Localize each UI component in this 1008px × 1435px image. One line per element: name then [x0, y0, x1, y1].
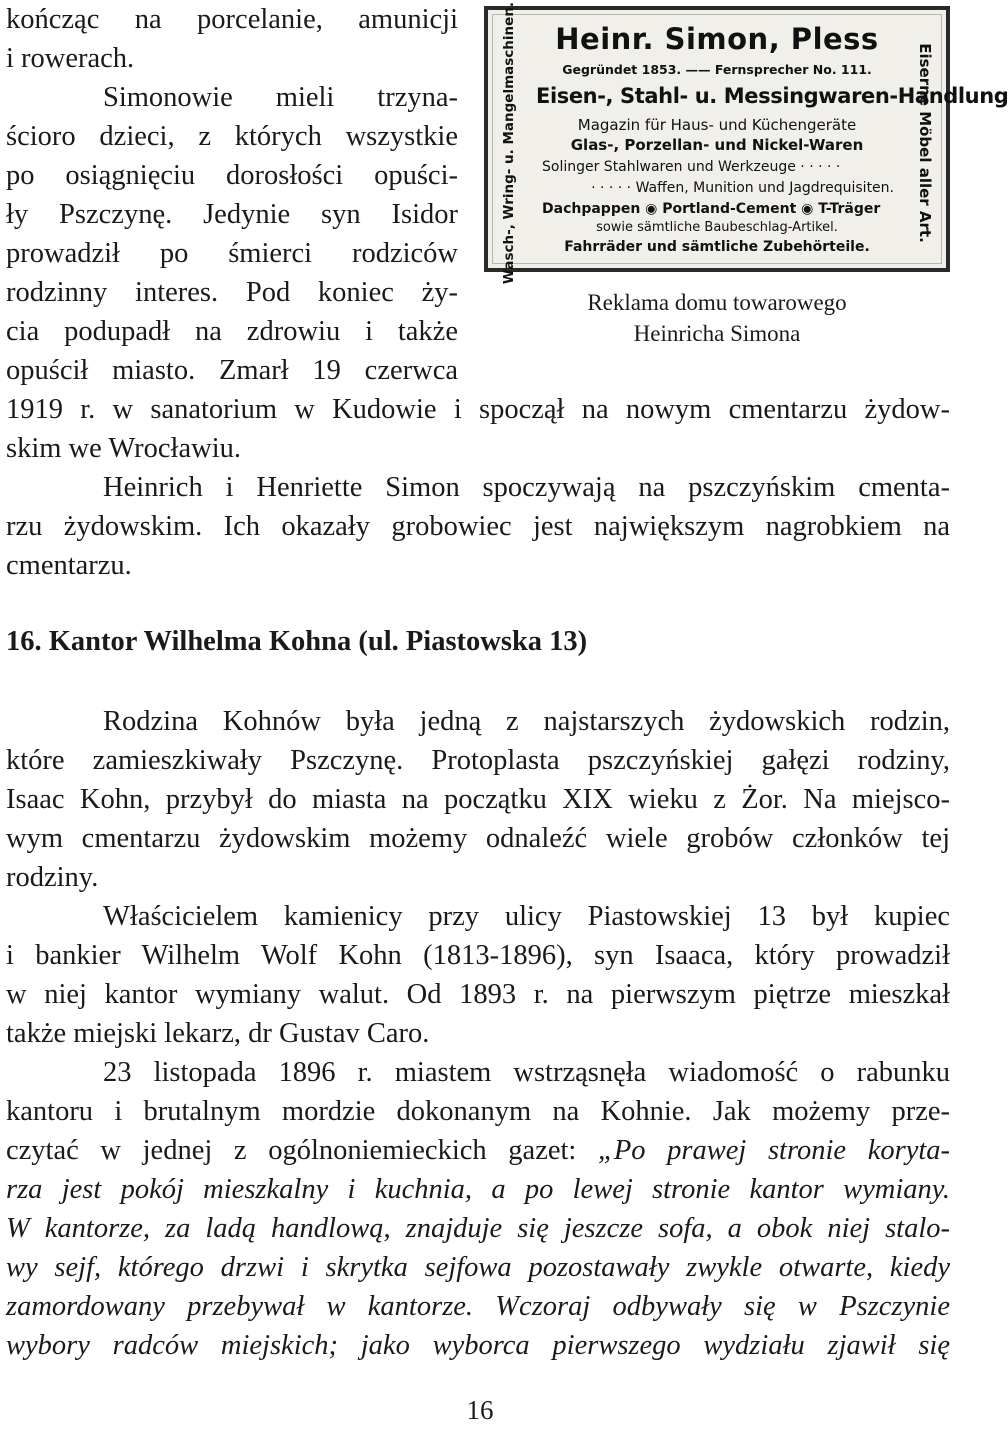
text-line: ły Pszczynę. Jedynie syn Isidor	[6, 199, 458, 230]
quote-line: wy sejf, którego drzwi i skrytka sejfowa pozostawały zwykle otwarte, kiedy	[6, 1252, 950, 1283]
text-line: Właścicielem kamienicy przy ulicy Piastowskiej 13 był kupiec	[103, 901, 950, 932]
text-line: i rowerach.	[6, 43, 135, 74]
text-line: po osiągnięciu dorosłości opuści-	[6, 160, 458, 191]
ad-trade-line: Eisen-, Stahl- u. Messingwaren-Handlung	[536, 84, 1008, 108]
quote-line: zamordowany przebywał w kantorze. Wczoraj odbywały się w Pszczynie	[6, 1291, 950, 1322]
text-line: 1919 r. w sanatorium w Kudowie i spoczął na nowym cmentarzu żydow-	[6, 394, 950, 425]
ad-line: Magazin für Haus- und Küchengeräte	[577, 116, 857, 134]
text-span: czytać w jednej z ogólnoniemieckich gazet:	[6, 1135, 598, 1166]
text-line: kończąc na porcelanie, amunicji	[6, 4, 458, 35]
text-line: rzu żydowskim. Ich okazały grobowiec jest największym nagrobkiem na	[6, 511, 950, 542]
caption-line: Reklama domu towarowego	[587, 290, 847, 315]
ad-line: Solinger Stahlwaren und Werkzeuge · · · · ·	[542, 159, 841, 175]
ad-side-right-text: Eiserne Möbel aller Art.	[916, 43, 935, 243]
text-line: które zamieszkiwały Pszczynę. Protoplasta pszczyńskiej gałęzi rodziny,	[6, 745, 950, 776]
text-line: Simonowie mieli trzyna-	[103, 82, 458, 113]
quote-line: wybory radców miejskich; jako wyborca pierwszego wydziału zjawił się	[6, 1330, 950, 1361]
ad-firm-name: Heinr. Simon, Pless	[555, 22, 879, 56]
ad-line: Fahrräder und sämtliche Zubehörteile.	[564, 239, 870, 255]
text-line: także miejski lekarz, dr Gustav Caro.	[6, 1018, 430, 1049]
text-line: w niej kantor wymiany walut. Od 1893 r. na pierwszym piętrze mieszkał	[6, 979, 950, 1010]
quote-line: rza jest pokój mieszkalny i kuchnia, a po lewej stronie kantor wymiany.	[6, 1174, 950, 1205]
text-line: wym cmentarzu żydowskim możemy odnaleźć wiele grobów członków tej	[6, 823, 950, 854]
ad-line: sowie sämtliche Baubeschlag-Artikel.	[596, 220, 838, 235]
ad-line: · · · · · Waffen, Munition und Jagdrequisiten.	[591, 180, 894, 196]
text-line: opuścił miasto. Zmarł 19 czerwca	[6, 355, 458, 386]
text-line: Rodzina Kohnów była jedną z najstarszych żydowskich rodzin,	[103, 706, 950, 737]
text-line: cmentarzu.	[6, 550, 132, 581]
text-line: ścioro dzieci, z których wszystkie	[6, 121, 458, 152]
text-line: prowadził po śmierci rodziców	[6, 238, 458, 269]
text-line: 23 listopada 1896 r. miastem wstrząsnęła wiadomość o rabunku	[103, 1057, 950, 1088]
ad-line: Dachpappen ◉ Portland-Cement ◉ T-Träger	[542, 201, 881, 217]
advertisement-image	[484, 1, 1008, 285]
section-heading: 16. Kantor Wilhelma Kohna (ul. Piastowska 13)	[6, 626, 588, 657]
text-line: skim we Wrocławiu.	[6, 433, 241, 464]
text-line: rodziny.	[6, 862, 99, 893]
image-caption	[484, 287, 950, 349]
ad-line: Glas-, Porzellan- und Nickel-Waren	[570, 136, 864, 154]
text-line: Heinrich i Henriette Simon spoczywają na pszczyńskim cmenta-	[103, 472, 950, 503]
text-line: Isaac Kohn, przybył do miasta na początku XIX wieku z Żor. Na miejsco-	[6, 784, 950, 815]
text-line	[6, 1131, 950, 1170]
text-line: i bankier Wilhelm Wolf Kohn (1813-1896), syn Isaaca, który prowadził	[6, 940, 950, 971]
ad-founded-line: Gegründet 1853. —— Fernsprecher No. 111.	[562, 62, 872, 77]
caption-line: Heinricha Simona	[633, 321, 801, 346]
text-line: cia podupadł na zdrowiu i także	[6, 316, 458, 347]
text-line: kantoru i brutalnym mordzie dokonanym na Kohnie. Jak możemy prze-	[6, 1096, 950, 1127]
page-number: 16	[466, 1395, 494, 1425]
quote-line: W kantorze, za ladą handlową, znajduje się jeszcze sofa, a obok niej stalo-	[6, 1213, 950, 1244]
text-line: rodzinny interes. Pod koniec ży-	[6, 277, 458, 308]
ad-side-left-text: Wasch-, Wring- u. Mangelmaschinen.	[501, 1, 517, 285]
quote-span: „Po prawej stronie koryta-	[597, 1135, 951, 1166]
